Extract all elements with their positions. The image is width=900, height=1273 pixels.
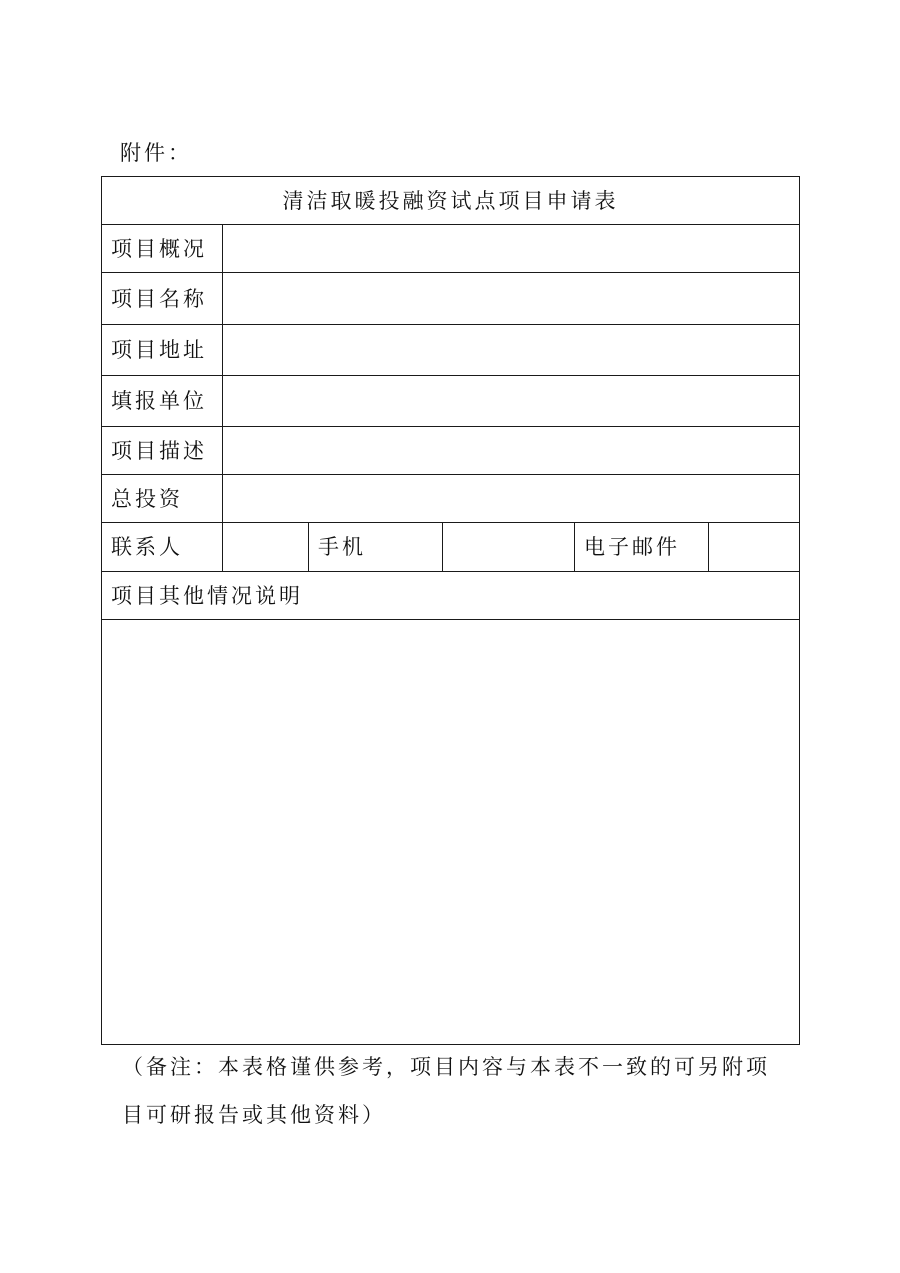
project-address-row xyxy=(102,325,800,376)
total-investment-field[interactable] xyxy=(223,475,800,523)
reporting-unit-label: 填报单位 xyxy=(102,376,223,427)
overview-label: 项目概况 xyxy=(102,225,223,273)
project-name-field[interactable] xyxy=(223,273,800,325)
total-investment-label: 总投资 xyxy=(102,475,223,523)
contact-person-label: 联系人 xyxy=(102,523,223,572)
overview-field[interactable] xyxy=(223,225,800,273)
other-info-field[interactable] xyxy=(102,620,800,1045)
contact-person-field[interactable] xyxy=(223,523,309,572)
project-address-field[interactable] xyxy=(223,325,800,376)
other-info-label: 项目其他情况说明 xyxy=(102,572,800,620)
mobile-label: 手机 xyxy=(309,523,443,572)
overview-row xyxy=(102,225,800,273)
project-name-row xyxy=(102,273,800,325)
form-title-row xyxy=(102,177,800,225)
footnote-line-1: （备注：本表格谨供参考，项目内容与本表不一致的可另附项 xyxy=(122,1055,770,1079)
application-form-table xyxy=(101,176,800,1045)
project-name-label: 项目名称 xyxy=(102,273,223,325)
email-label: 电子邮件 xyxy=(575,523,709,572)
footnote-line-2: 目可研报告或其他资料） xyxy=(122,1103,386,1127)
project-address-label: 项目地址 xyxy=(102,325,223,376)
reporting-unit-row xyxy=(102,376,800,427)
reporting-unit-field[interactable] xyxy=(223,376,800,427)
other-info-header-row xyxy=(102,572,800,620)
email-field[interactable] xyxy=(709,523,800,572)
other-info-content-row xyxy=(102,620,800,1045)
attachment-label: 附件： xyxy=(120,141,192,165)
total-investment-row xyxy=(102,475,800,523)
project-description-field[interactable] xyxy=(223,427,800,475)
contact-row xyxy=(102,523,800,572)
project-description-row xyxy=(102,427,800,475)
project-description-label: 项目描述 xyxy=(102,427,223,475)
mobile-field[interactable] xyxy=(443,523,575,572)
form-title: 清洁取暖投融资试点项目申请表 xyxy=(102,177,800,225)
